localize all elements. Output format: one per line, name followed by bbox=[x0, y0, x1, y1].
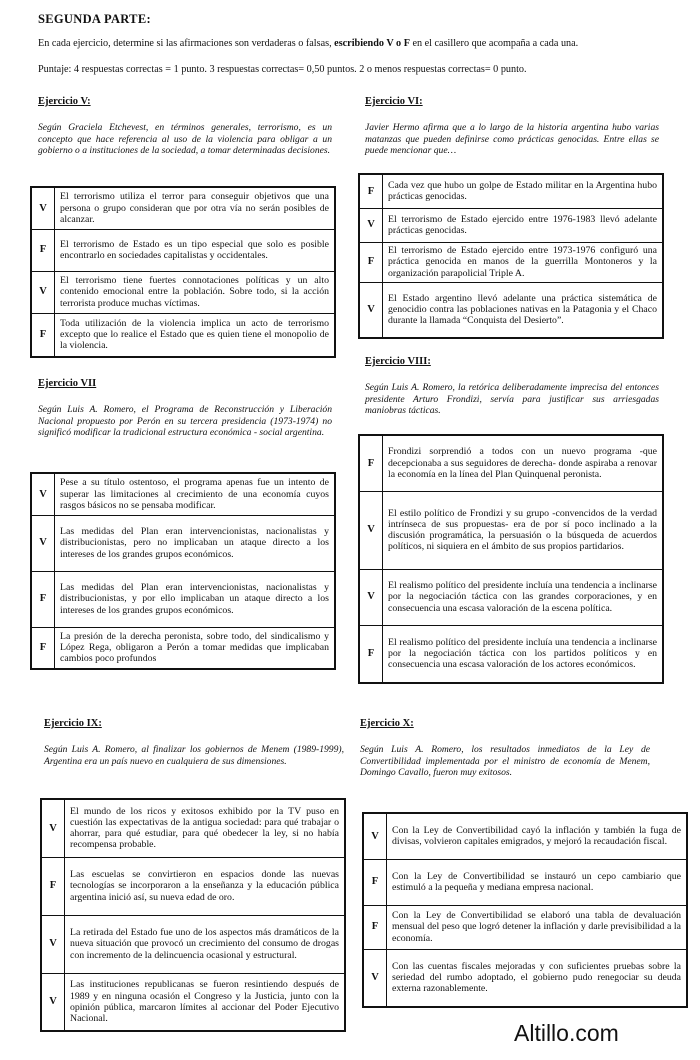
table-row bbox=[363, 905, 687, 949]
exercise-table bbox=[30, 186, 336, 358]
answer-cell[interactable]: V bbox=[41, 799, 65, 857]
answer-cell[interactable]: F bbox=[41, 857, 65, 915]
statement-cell: El terrorismo utiliza el terror para conseguir objetivos que una persona o grupo consideran que por otra vía no serán posibles de alcanzar. bbox=[55, 187, 336, 229]
table-row bbox=[359, 242, 663, 282]
exercise-table bbox=[358, 434, 664, 684]
table-row bbox=[41, 973, 345, 1031]
table-row bbox=[359, 625, 663, 683]
exercise-title: Ejercicio VII bbox=[38, 378, 97, 389]
table-row bbox=[359, 208, 663, 242]
table-row bbox=[363, 859, 687, 905]
exercise-table bbox=[358, 173, 664, 339]
answer-cell[interactable]: F bbox=[363, 905, 387, 949]
answer-cell[interactable]: V bbox=[359, 569, 383, 625]
answer-cell[interactable]: V bbox=[41, 915, 65, 973]
table-row bbox=[41, 799, 345, 857]
exercise-quote: Según Luis A. Romero, el Programa de Reconstrucción y Liberación Nacional propuesto por Perón en su tercera presidencia (1973-1974) no significó modificar la tradicional estructura económica - social argentina. bbox=[38, 404, 332, 439]
statement-cell: Las instituciones republicanas se fueron resintiendo después de 1989 y en ninguna ocasión el Congreso y la Justicia, junto con la opinión pública, marcaron límites al accionar del Poder Ejecutivo Nacional. bbox=[65, 973, 346, 1031]
answer-cell[interactable]: F bbox=[363, 859, 387, 905]
table-row bbox=[31, 627, 335, 669]
page-title: SEGUNDA PARTE: bbox=[38, 12, 151, 26]
exercise-quote: Según Luis A. Romero, los resultados inmediatos de la Ley de Convertibilidad implementada por el ministro de economía de Menem, Domingo Cavallo, fueron muy exitosos. bbox=[360, 744, 650, 779]
statement-cell: Cada vez que hubo un golpe de Estado militar en la Argentina hubo prácticas genocidas. bbox=[383, 174, 664, 208]
instructions bbox=[38, 38, 653, 51]
table-row bbox=[31, 515, 335, 571]
exercise-quote: Javier Hermo afirma que a lo largo de la historia argentina hubo varias matanzas que pueden definirse como prácticas genocidas. Entre ellas se puede mencionar que… bbox=[365, 122, 659, 157]
answer-cell[interactable]: V bbox=[359, 491, 383, 569]
exercise-title: Ejercicio X: bbox=[360, 718, 414, 729]
answer-cell[interactable]: V bbox=[31, 187, 55, 229]
exercise-table bbox=[362, 812, 688, 1008]
exercise-title: Ejercicio IX: bbox=[44, 718, 102, 729]
statement-cell: Las medidas del Plan eran intervencionistas, nacionalistas y distribucionistas, pero no implicaban un ataque directo a los intereses de los grandes grupos económicos. bbox=[55, 515, 336, 571]
statement-cell: Pese a su título ostentoso, el programa apenas fue un intento de superar las limitaciones al crecimiento de una economía cuyos rasgos básicos no se pensaba modificar. bbox=[55, 473, 336, 515]
exercise-quote: Según Graciela Etchevest, en términos generales, terrorismo, es un concepto que hace referencia al uso de la violencia para obligar a un gobierno o a instituciones de la sociedad, a tomar determinadas decisiones. bbox=[38, 122, 332, 157]
exercise-quote: Según Luis A. Romero, al finalizar los gobiernos de Menem (1989-1999), Argentina era un país nuevo en cualquiera de sus dimensiones. bbox=[44, 744, 344, 767]
answer-cell[interactable]: V bbox=[41, 973, 65, 1031]
watermark-logo: Altillo.com bbox=[514, 1020, 619, 1046]
answer-cell[interactable]: V bbox=[31, 515, 55, 571]
answer-cell[interactable]: F bbox=[31, 627, 55, 669]
statement-cell: El terrorismo de Estado ejercido entre 1973-1976 configuró una práctica genocida en manos de la guerrilla Montoneros y la organización parapolicial Triple A. bbox=[383, 242, 664, 282]
statement-cell: Con la Ley de Convertibilidad se instauró un cepo cambiario que estimuló a la pequeña y mediana empresa nacional. bbox=[387, 859, 688, 905]
instructions-text: En cada ejercicio, determine si las afirmaciones son verdaderas o falsas, bbox=[38, 38, 332, 49]
answer-cell[interactable]: V bbox=[363, 949, 387, 1007]
exercise-title: Ejercicio V: bbox=[38, 96, 91, 107]
statement-cell: El realismo político del presidente incluía una tendencia a inclinarse por la negociación táctica con los partidos políticos y en consecuencia una escasa valoración de los actores económicos. bbox=[383, 625, 664, 683]
answer-cell[interactable]: V bbox=[363, 813, 387, 859]
answer-cell[interactable]: V bbox=[359, 282, 383, 338]
statement-cell: El realismo político del presidente incluía una tendencia a inclinarse por la negociación táctica con las grandes corporaciones, y en consecuencia una escasa valoración de la escena política. bbox=[383, 569, 664, 625]
table-row bbox=[41, 915, 345, 973]
instructions-text-end: en el casillero que acompaña a cada una. bbox=[412, 38, 579, 49]
table-row bbox=[31, 473, 335, 515]
statement-cell: Las medidas del Plan eran intervencionistas, nacionalistas y distribucionistas, y por ello implicaban un ataque directo a los intereses de los grandes grupos económicos. bbox=[55, 571, 336, 627]
answer-cell[interactable]: F bbox=[359, 435, 383, 491]
table-row bbox=[359, 569, 663, 625]
answer-cell[interactable]: F bbox=[31, 571, 55, 627]
table-row bbox=[359, 435, 663, 491]
table-row bbox=[31, 571, 335, 627]
table-row bbox=[359, 174, 663, 208]
answer-cell[interactable]: F bbox=[359, 242, 383, 282]
table-row bbox=[41, 857, 345, 915]
statement-cell: La retirada del Estado fue uno de los aspectos más dramáticos de la nueva situación que provocó un crecimiento del consumo de drogas con incremento de la delincuencia ocasional y estructural. bbox=[65, 915, 346, 973]
statement-cell: El mundo de los ricos y exitosos exhibido por la TV puso en cuestión las expectativas de la antigua sociedad: para qué trabajar o ahorrar, para qué estudiar, para qué obedecer la ley, si no había recompensa probable. bbox=[65, 799, 346, 857]
statement-cell: El terrorismo de Estado es un tipo especial que solo es posible encontrarlo en sociedades capitalistas y occidentales. bbox=[55, 229, 336, 271]
table-row bbox=[31, 313, 335, 357]
exercise-quote: Según Luis A. Romero, la retórica deliberadamente imprecisa del entonces presidente Arturo Frondizi, servía para justificar sus arriesgadas maniobras tácticas. bbox=[365, 382, 659, 417]
table-row bbox=[363, 949, 687, 1007]
instructions-bold: escribiendo V o F bbox=[334, 38, 410, 49]
score-rules: Puntaje: 4 respuestas correctas = 1 punto. 3 respuestas correctas= 0,50 puntos. 2 o menos respuestas correctas= 0 punto. bbox=[38, 64, 527, 75]
table-row bbox=[31, 229, 335, 271]
answer-cell[interactable]: V bbox=[31, 271, 55, 313]
exercise-title: Ejercicio VIII: bbox=[365, 356, 431, 367]
statement-cell: El terrorismo de Estado ejercido entre 1976-1983 llevó adelante prácticas genocidas. bbox=[383, 208, 664, 242]
answer-cell[interactable]: F bbox=[31, 313, 55, 357]
answer-cell[interactable]: V bbox=[31, 473, 55, 515]
statement-cell: Toda utilización de la violencia implica un acto de terrorismo excepto que lo realice el Estado que es quien tiene el monopolio de la violencia. bbox=[55, 313, 336, 357]
answer-cell[interactable]: F bbox=[31, 229, 55, 271]
answer-cell[interactable]: F bbox=[359, 174, 383, 208]
statement-cell: Con la Ley de Convertibilidad cayó la inflación y también la fuga de divisas, volvieron capitales emigrados, y mejoró la recaudación fiscal. bbox=[387, 813, 688, 859]
table-row bbox=[359, 282, 663, 338]
statement-cell: Frondizi sorprendió a todos con un nuevo programa -que decepcionaba a sus seguidores de derecha- donde aspiraba a renovar la economía en la línea del Plan Quinquenal peronista. bbox=[383, 435, 664, 491]
table-row bbox=[359, 491, 663, 569]
exercise-title: Ejercicio VI: bbox=[365, 96, 423, 107]
exercise-table bbox=[30, 472, 336, 670]
statement-cell: El Estado argentino llevó adelante una práctica sistemática de genocidio contra las poblaciones nativas en la Patagonia y el Chaco durante la llamada “Conquista del Desierto”. bbox=[383, 282, 664, 338]
exercise-table bbox=[40, 798, 346, 1032]
statement-cell: El estilo político de Frondizi y su grupo -convencidos de la verdad intrínseca de sus propuestas- era de por sí poco inclinado a la discusión programática, la persuasión o la búsqueda de acuerdos políticos, ni siquiera en el ámbito de sus propios partidarios. bbox=[383, 491, 664, 569]
table-row bbox=[363, 813, 687, 859]
answer-cell[interactable]: F bbox=[359, 625, 383, 683]
answer-cell[interactable]: V bbox=[359, 208, 383, 242]
table-row bbox=[31, 271, 335, 313]
statement-cell: Con la Ley de Convertibilidad se elaboró una tabla de devaluación mensual del peso que logró detener la inflación y darle previsibilidad a la economía. bbox=[387, 905, 688, 949]
statement-cell: Las escuelas se convirtieron en espacios donde las nuevas tecnologías se incorporaron a la enseñanza y la educación pública argentina inició así, su nueva edad de oro. bbox=[65, 857, 346, 915]
statement-cell: Con las cuentas fiscales mejoradas y con suficientes pruebas sobre la seriedad del rumbo adoptado, el gobierno pudo renegociar su deuda externa razonablemente. bbox=[387, 949, 688, 1007]
statement-cell: La presión de la derecha peronista, sobre todo, del sindicalismo y López Rega, obligaron a Perón a tomar medidas que implicaban cambios poco profundos bbox=[55, 627, 336, 669]
statement-cell: El terrorismo tiene fuertes connotaciones políticas y un alto contenido emocional entre la población. Sobre todo, si la acción terrorista produce muchas víctimas. bbox=[55, 271, 336, 313]
table-row bbox=[31, 187, 335, 229]
